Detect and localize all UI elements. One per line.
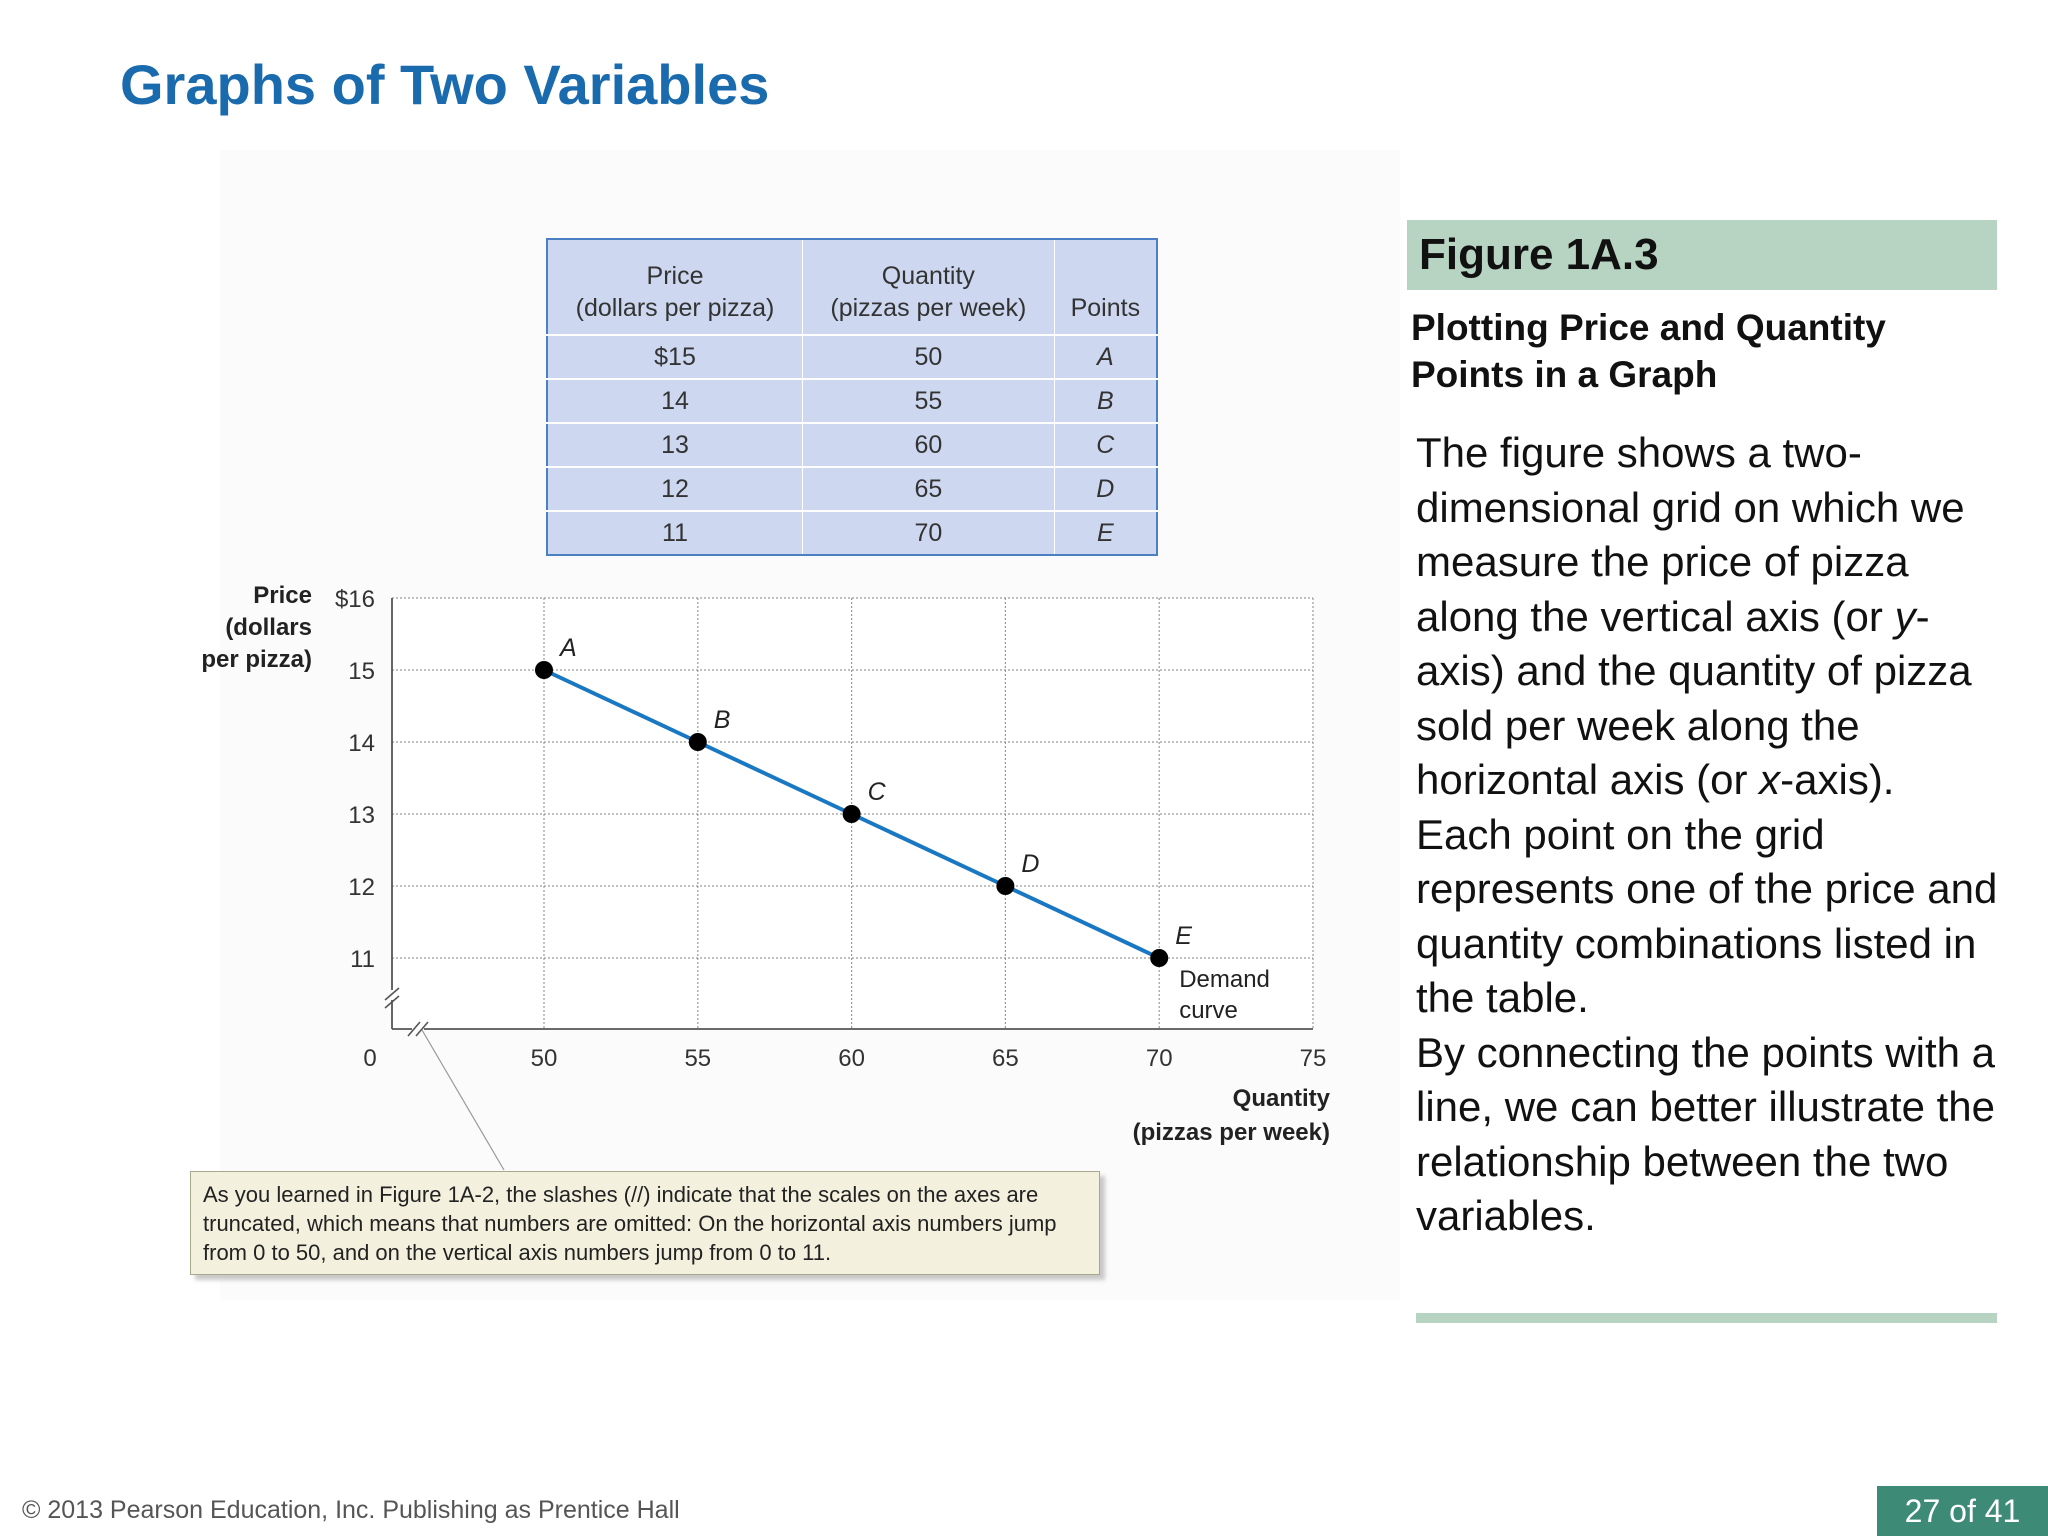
truncation-note: As you learned in Figure 1A-2, the slashes (//) indicate that the scales on the axes are truncated, which means that numbers are omitted: On the horizontal axis numbers jump from 0 to 50, and on the vertical axis numbers jump from 0 to 11.: [190, 1171, 1100, 1275]
header-quantity-unit: (pizzas per week): [830, 294, 1027, 322]
copyright-footer: © 2013 Pearson Education, Inc. Publishing as Prentice Hall: [22, 1496, 680, 1524]
demand-curve-label: Demand: [1179, 966, 1270, 993]
x-variable: x: [1759, 756, 1781, 803]
header-price-title: Price: [646, 262, 704, 290]
y-axis-label-line: per pizza): [201, 646, 312, 673]
quantity-cell: 65: [803, 467, 1055, 511]
point-cell: B: [1054, 379, 1157, 423]
note-leader-line: [422, 1030, 504, 1170]
price-cell: 11: [547, 511, 803, 555]
quantity-cell: 60: [803, 423, 1055, 467]
header-quantity-title: Quantity: [881, 262, 975, 290]
y-axis-label-line: (dollars: [225, 614, 312, 641]
point-cell: E: [1054, 511, 1157, 555]
y-variable: y: [1894, 592, 1916, 640]
x-tick-label: 75: [1299, 1045, 1327, 1072]
point-label: B: [713, 706, 731, 734]
x-tick-label: 55: [684, 1045, 712, 1072]
data-point-a: [535, 661, 553, 679]
quantity-cell: 50: [803, 335, 1055, 379]
point-label: D: [1021, 850, 1040, 878]
page-number-badge: 27 of 41: [1877, 1486, 2048, 1536]
data-point-d: [996, 877, 1014, 895]
divider: [1416, 1313, 1997, 1323]
description-paragraph: Each point on the grid represents one of the price and quantity combinations listed in the table.: [1416, 810, 1998, 1021]
y-tick-label: 13: [348, 802, 375, 829]
price-cell: 14: [547, 379, 803, 423]
figure-subtitle: Plotting Price and Quantity Points in a Graph: [1411, 307, 1886, 395]
y-tick-label: 15: [348, 658, 375, 685]
x-axis-label: [1080, 1082, 1330, 1150]
x-tick-label: 60: [838, 1045, 865, 1072]
x-tick-label: 50: [530, 1045, 558, 1072]
point-label: A: [560, 634, 577, 662]
price-cell: 13: [547, 423, 803, 467]
data-point-b: [689, 733, 707, 751]
point-cell: D: [1054, 467, 1157, 511]
quantity-cell: 70: [803, 511, 1055, 555]
header-points-title: Points: [1070, 294, 1141, 322]
x-tick-label: 65: [992, 1045, 1019, 1072]
y-axis-label-line: Price: [253, 582, 312, 609]
data-point-e: [1150, 949, 1168, 967]
description-text: -axis).: [1780, 756, 1895, 803]
x-axis-label-line: Quantity: [1232, 1085, 1330, 1112]
price-cell: $15: [547, 335, 803, 379]
point-cell: C: [1054, 423, 1157, 467]
figure-description: [1416, 426, 2001, 1244]
figure-label: Figure 1A.3: [1407, 220, 1997, 290]
data-point-c: [843, 805, 861, 823]
y-axis-label: [170, 580, 312, 676]
description-text: The figure shows a two-dimensional grid on which we measure the price of pizza along the vertical axis (or: [1416, 429, 1965, 640]
demand-curve-label: curve: [1179, 997, 1238, 1024]
y-tick-label: $16: [334, 586, 375, 613]
point-cell: A: [1054, 335, 1157, 379]
quantity-cell: 55: [803, 379, 1055, 423]
y-tick-label: 11: [350, 946, 375, 973]
slide-title: Graphs of Two Variables: [120, 53, 770, 116]
x-tick-label: 0: [363, 1045, 377, 1072]
description-text: -axis) and the quantity of pizza sold per week along the horizontal axis (or: [1416, 592, 1972, 803]
x-axis-label-line: (pizzas per week): [1132, 1119, 1330, 1146]
y-tick-label: 12: [348, 874, 375, 901]
header-price-unit: (dollars per pizza): [575, 294, 775, 322]
x-tick-label: 70: [1145, 1045, 1173, 1072]
description-paragraph: [1416, 426, 2001, 808]
description-paragraph: By connecting the points with a line, we can better illustrate the relationship between the two variables.: [1416, 1028, 1996, 1239]
y-tick-label: 14: [348, 730, 375, 757]
price-cell: 12: [547, 467, 803, 511]
point-label: C: [867, 778, 886, 806]
point-label: E: [1175, 922, 1192, 950]
